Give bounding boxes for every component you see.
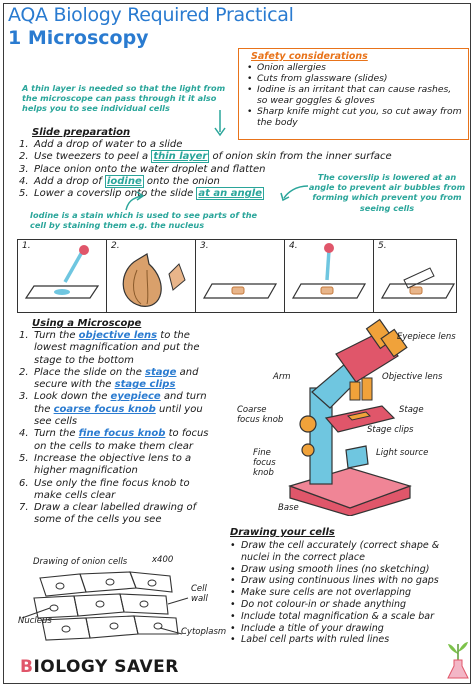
list-item: 5. Increase the objective lens to a higher magnification: [19, 452, 192, 477]
safety-box: [238, 48, 469, 140]
label-objective: Objective lens: [382, 372, 443, 382]
slide-onion-icon: [196, 240, 284, 312]
coverslip-note: The coverslip is lowered at an angle to prevent air bubbles from forming which prevent you from seeing cells: [308, 172, 466, 213]
label-arm: Arm: [273, 372, 291, 382]
list-item: 4. Turn the fine focus knob to focus on the cells to make them clear: [19, 428, 209, 452]
drawing-cells-list: [229, 540, 459, 646]
label-light: Light source: [376, 448, 429, 458]
using-microscope-heading: Using a Microscope: [32, 318, 142, 329]
drawing-cells-heading: Drawing your cells: [230, 527, 335, 538]
label-base: Base: [278, 503, 299, 513]
keyword-at-an-angle: at an angle: [198, 188, 263, 200]
page-subtitle: 1 Microscopy: [8, 27, 149, 49]
safety-item: • Sharp knife might cut you, so cut away from the body: [245, 106, 462, 128]
list-item: 4. Add a drop of iodine onto the onion: [19, 175, 220, 187]
list-item: 3. Look down the eyepiece and turn the coarse focus knob until you see cells: [19, 391, 207, 428]
onion-cells-drawing: [20, 568, 200, 652]
keyword-iodine: iodine: [106, 175, 142, 187]
safety-item: • Cuts from glassware (slides): [245, 73, 462, 84]
arrow-icon: [118, 190, 148, 212]
label-nucleus: Nucleus: [18, 616, 52, 626]
dropper-slide-icon: [18, 240, 106, 312]
label-clips: Stage clips: [367, 425, 414, 435]
list-item: • Include total magnification & a scale bar: [229, 611, 459, 623]
drawing-magnification: x400: [152, 555, 174, 565]
page-title: AQA Biology Required Practical: [8, 4, 294, 26]
flask-plant-icon: [446, 632, 470, 680]
safety-list: [245, 62, 462, 128]
strip-cell: 4.: [285, 240, 374, 312]
list-item: • Label cell parts with ruled lines: [229, 634, 459, 646]
list-item: 1. Add a drop of water to a slide: [19, 139, 183, 150]
thin-layer-note: A thin layer is needed so that the light from the microscope can pass through it it also helps you to see individual cells: [22, 83, 226, 114]
list-item: • Draw using continuous lines with no gaps: [229, 575, 459, 587]
label-cytoplasm: Cytoplasm: [181, 627, 227, 637]
microscope-illustration: [270, 318, 420, 516]
drawing-caption: Drawing of onion cells: [33, 557, 128, 567]
list-item: • Make sure cells are not overlapping: [229, 587, 459, 599]
label-coarse: Coarse focus knob: [237, 405, 284, 425]
onion-icon: [107, 240, 195, 312]
list-item: 5. Lower a coverslip onto the slide at an angle: [19, 188, 263, 200]
safety-item: • Onion allergies: [245, 62, 462, 73]
list-item: • Do not colour-in or shade anything: [229, 599, 459, 611]
label-fine: Fine focus knob: [253, 448, 276, 478]
strip-cell: 2.: [107, 240, 196, 312]
using-microscope-steps: [19, 330, 219, 527]
strip-cell: 3.: [196, 240, 285, 312]
safety-heading: Safety considerations: [251, 51, 368, 62]
coverslip-icon: [374, 240, 462, 312]
label-eyepiece: Eyepiece lens: [397, 332, 456, 342]
list-item: 1. Turn the objective lens to the lowest magnification and put the stage to the bottom: [19, 330, 200, 366]
arrow-icon: [200, 108, 230, 140]
procedure-strip: [17, 239, 457, 313]
strip-cell: 5.: [374, 240, 462, 312]
brand-logo: BIOLOGY SAVER: [20, 657, 179, 677]
label-cell-wall: Cell wall: [191, 584, 208, 604]
label-stage: Stage: [399, 405, 424, 415]
list-item: • Draw the cell accurately (correct shape & nuclei in the correct place: [229, 540, 459, 564]
list-item: 3. Place onion onto the water droplet and flatten: [19, 163, 266, 175]
list-item: 2. Use tweezers to peel a thin layer of onion skin from the inner surface: [19, 151, 392, 163]
arrow-icon: [278, 182, 310, 204]
list-item: 6. Use only the fine focus knob to make cells clear: [19, 477, 190, 501]
list-item: 2. Place the slide on the stage and secure with the stage clips: [19, 366, 199, 391]
keyword-thin-layer: thin layer: [153, 151, 208, 163]
strip-cell: 1.: [18, 240, 107, 312]
slide-prep-heading: Slide preparation: [32, 127, 131, 138]
list-item: 7. Draw a clear labelled drawing of some of the cells you see: [19, 502, 197, 526]
list-item: • Draw using smooth lines (no sketching): [229, 564, 459, 576]
safety-item: • Iodine is an irritant that can cause rashes, so wear goggles & gloves: [245, 84, 462, 106]
dropper-iodine-icon: [285, 240, 373, 312]
list-item: • Include a title of your drawing: [229, 623, 459, 635]
iodine-note: Iodine is a stain which is used to see parts of the cell by staining them e.g. the nucleus: [30, 210, 258, 231]
